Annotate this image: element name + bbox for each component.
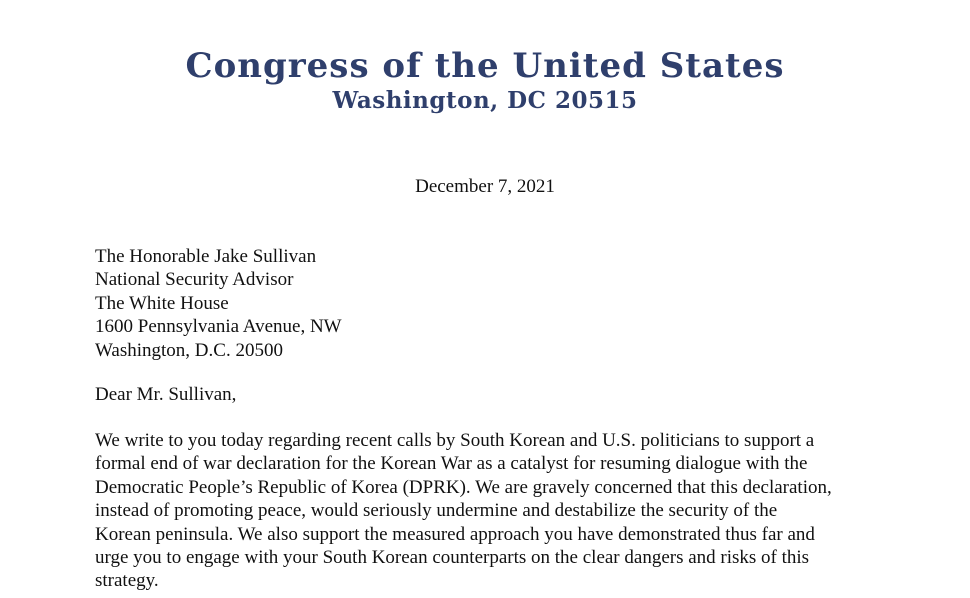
letter-date: December 7, 2021 <box>415 176 555 197</box>
paragraph-line: urge you to engage with your South Korean counterparts on the clear dangers and risks of this <box>95 547 810 569</box>
recipient-line: The White House <box>95 292 229 314</box>
letterhead-title: Congress of the United States <box>185 46 785 86</box>
paragraph-line: formal end of war declaration for the Korean War as a catalyst for resuming dialogue with the <box>95 453 808 475</box>
letterhead-subtitle: Washington, DC 20515 <box>332 87 638 114</box>
paragraph-line: strategy. <box>95 570 159 592</box>
paragraph-line: instead of promoting peace, would seriously undermine and destabilize the security of the <box>95 500 778 522</box>
recipient-line: Washington, D.C. 20500 <box>95 339 283 361</box>
body-paragraph <box>95 429 832 593</box>
recipient-line: National Security Advisor <box>95 269 294 291</box>
recipient-line: The Honorable Jake Sullivan <box>95 246 317 267</box>
salutation: Dear Mr. Sullivan, <box>95 384 237 405</box>
paragraph-line: We write to you today regarding recent calls by South Korean and U.S. politicians to support a <box>95 430 815 451</box>
paragraph-line: Democratic People’s Republic of Korea (DPRK). We are gravely concerned that this declaration, <box>95 476 832 498</box>
paragraph-line: Korean peninsula. We also support the measured approach you have demonstrated thus far and <box>95 523 815 545</box>
recipient-address <box>95 245 342 362</box>
recipient-line: 1600 Pennsylvania Avenue, NW <box>95 316 342 338</box>
